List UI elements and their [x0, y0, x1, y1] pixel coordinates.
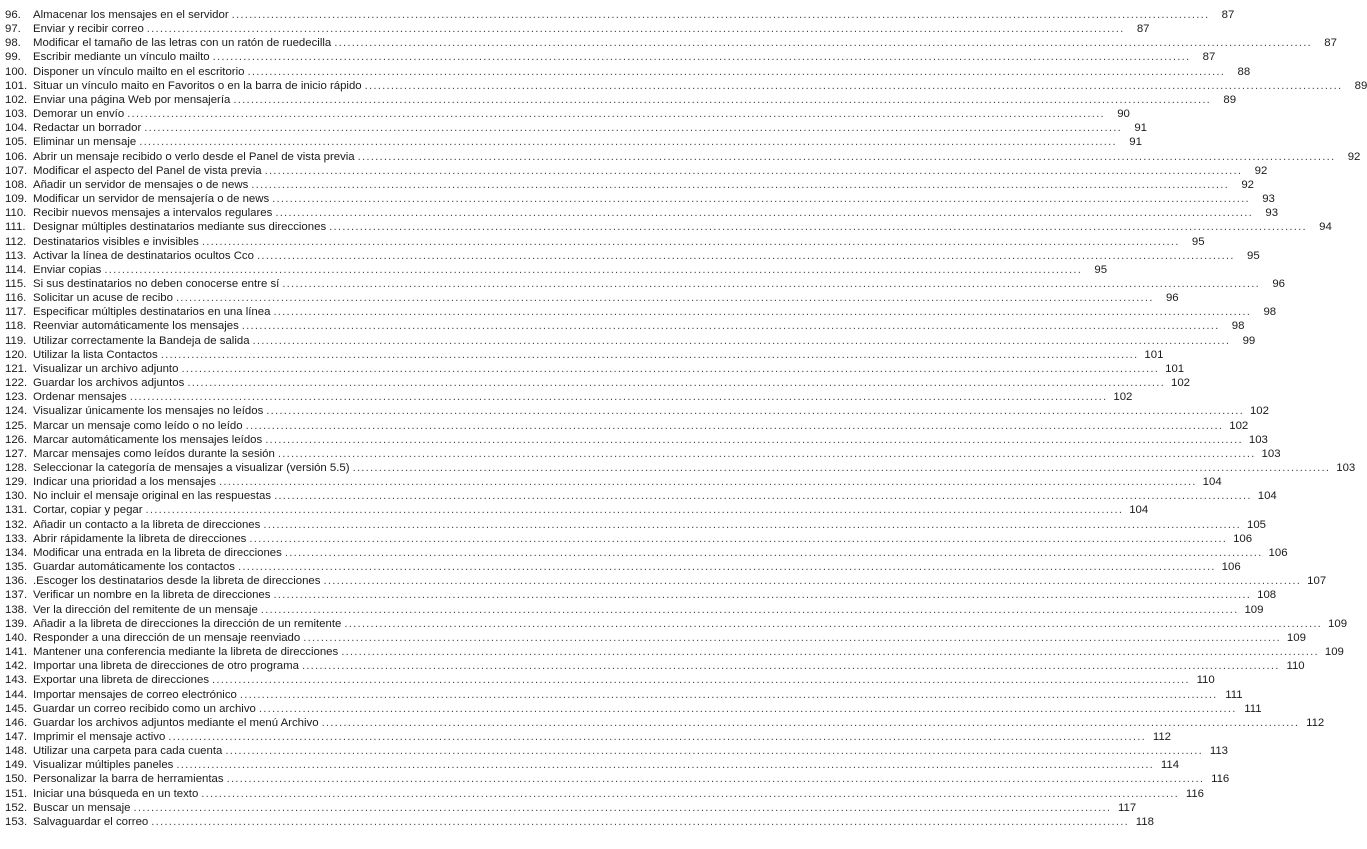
toc-entry: [5, 362, 1185, 376]
dot-leader: [176, 758, 1154, 772]
toc-entry-page: 102: [1113, 391, 1133, 404]
toc-entry-page: 118: [1135, 815, 1154, 828]
toc-entry: [5, 815, 1154, 829]
toc-entry-number: 125.: [5, 419, 28, 432]
toc-entry-page: 106: [1233, 532, 1253, 545]
dot-leader: [139, 135, 1117, 149]
toc-entry-page: 96: [1165, 292, 1179, 305]
toc-entry-page: 117: [1118, 801, 1137, 814]
dot-leader: [225, 744, 1203, 758]
toc-entry-page: 89: [1354, 79, 1367, 92]
toc-entry: [5, 376, 1191, 390]
toc-entry-number: 103.: [5, 108, 28, 121]
dot-leader: [147, 22, 1125, 36]
toc-entry-title: Situar un vínculo maito en Favoritos o en la barra de inicio rápido: [33, 79, 362, 92]
toc-entry-title: Personalizar la barra de herramientas: [33, 773, 224, 786]
dot-leader: [285, 546, 1263, 560]
toc-entry-number: 146.: [5, 716, 28, 729]
dot-leader: [365, 79, 1343, 93]
toc-entry-number: 109.: [5, 193, 28, 206]
dot-leader: [302, 659, 1280, 673]
toc-entry: [5, 716, 1325, 730]
toc-entry-page: 101: [1165, 362, 1185, 375]
toc-entry: [5, 235, 1205, 249]
toc-entry-title: Destinatarios visibles e invisibles: [33, 235, 199, 248]
toc-entry-title: Marcar mensajes como leídos durante la sesión: [33, 447, 275, 460]
toc-entry-number: 97.: [5, 23, 21, 36]
toc-entry-title: Demorar un envío: [33, 108, 125, 121]
toc-entry-page: 112: [1152, 730, 1171, 743]
dot-leader: [341, 645, 1319, 659]
toc-entry-number: 151.: [5, 787, 28, 800]
toc-entry-number: 148.: [5, 745, 28, 758]
toc-entry-page: 103: [1336, 462, 1356, 474]
toc-entry-page: 113: [1209, 745, 1229, 758]
dot-leader: [146, 503, 1124, 517]
toc-entry-number: 112.: [5, 235, 27, 248]
toc-entry-title: Guardar automáticamente los contactos: [33, 561, 235, 574]
dot-leader: [329, 220, 1307, 234]
dot-leader: [263, 518, 1241, 532]
toc-entry: [5, 673, 1215, 687]
toc-entry-page: 114: [1160, 759, 1180, 772]
toc-entry-page: 98: [1263, 306, 1277, 319]
dot-leader: [266, 404, 1244, 418]
dot-leader: [134, 801, 1112, 815]
toc-entry-number: 105.: [5, 136, 28, 149]
toc-entry-title: Marcar automáticamente los mensajes leídos: [33, 433, 263, 446]
toc-entry-page: 104: [1257, 490, 1277, 503]
dot-leader: [272, 192, 1250, 206]
dot-leader: [187, 376, 1165, 390]
toc-entry-number: 132.: [5, 518, 28, 531]
toc-entry-page: 92: [1347, 150, 1361, 163]
toc-entry-number: 138.: [5, 603, 28, 616]
toc-entry-number: 143.: [5, 674, 28, 687]
toc-entry-number: 129.: [5, 476, 28, 489]
toc-entry-page: 87: [1324, 37, 1337, 50]
dot-leader: [202, 235, 1180, 249]
dot-leader: [181, 362, 1159, 376]
toc-entry-title: Enviar una página Web por mensajería: [33, 93, 231, 106]
dot-leader: [127, 107, 1105, 121]
toc-entry-page: 90: [1117, 108, 1130, 121]
toc-entry-title: Seleccionar la categoría de mensajes a visualizar (versión 5.5): [33, 462, 350, 474]
dot-leader: [273, 305, 1251, 319]
toc-entry-title: Redactar un borrador: [33, 122, 142, 135]
toc-entry-number: 99.: [5, 51, 21, 64]
dot-leader: [253, 334, 1231, 348]
toc-entry-page: 99: [1242, 334, 1256, 347]
toc-entry: [5, 93, 1237, 107]
toc-entry: [5, 107, 1130, 121]
toc-entry-title: Modificar el aspecto del Panel de vista previa: [33, 164, 262, 177]
toc-entry-number: 142.: [5, 660, 28, 673]
dot-leader: [247, 65, 1225, 79]
toc-entry: [5, 390, 1133, 404]
toc-entry: [5, 489, 1277, 503]
toc-entry-page: 110: [1196, 674, 1215, 687]
dot-leader: [303, 631, 1281, 645]
toc-entry-number: 150.: [5, 773, 28, 786]
toc-entry-title: Imprimir el mensaje activo: [33, 730, 166, 743]
toc-entry-title: Añadir un servidor de mensajes o de news: [33, 178, 249, 191]
toc-entry-page: 106: [1221, 561, 1241, 574]
toc-entry: [5, 135, 1142, 149]
toc-entry-title: Responder a una dirección de un mensaje reenviado: [33, 631, 301, 644]
toc-entry: [5, 801, 1137, 815]
toc-entry-page: 105: [1247, 518, 1267, 531]
toc-entry-title: Guardar los archivos adjuntos: [33, 377, 185, 390]
toc-entry-page: 109: [1328, 617, 1348, 630]
toc-entry-title: Ordenar mensajes: [33, 391, 127, 404]
toc-entry-title: Visualizar múltiples paneles: [33, 759, 174, 772]
toc-entry: [5, 192, 1275, 206]
toc-entry: [5, 8, 1235, 22]
toc-entry: [5, 772, 1230, 786]
toc-entry: [5, 744, 1229, 758]
toc-entry-title: Importar mensajes de correo electrónico: [33, 688, 237, 701]
toc-entry-number: 121.: [5, 362, 28, 375]
toc-entry: [5, 574, 1327, 588]
toc-entry-title: Ver la dirección del remitente de un mensaje: [33, 603, 258, 616]
dot-leader: [259, 702, 1237, 716]
toc-entry-title: Utilizar correctamente la Bandeja de salida: [33, 334, 250, 347]
dot-leader: [219, 475, 1197, 489]
toc-entry-page: 109: [1244, 603, 1264, 616]
toc-entry: [5, 787, 1204, 801]
toc-entry-number: 145.: [5, 702, 28, 715]
toc-entry-page: 103: [1248, 433, 1268, 446]
toc-entry-page: 92: [1254, 164, 1268, 177]
toc-entry: [5, 404, 1269, 418]
toc-entry-title: Abrir un mensaje recibido o verlo desde el Panel de vista previa: [33, 150, 355, 163]
dot-leader: [130, 390, 1108, 404]
toc-entry-page: 93: [1262, 193, 1275, 206]
toc-entry: [5, 291, 1179, 305]
toc-entry-title: .Escoger los destinatarios desde la libreta de direcciones: [33, 575, 321, 588]
dot-leader: [249, 532, 1227, 546]
toc-entry-number: 130.: [5, 490, 28, 503]
toc-entry-page: 102: [1229, 419, 1249, 432]
toc-entry-number: 108.: [5, 178, 28, 191]
dot-leader: [161, 348, 1139, 362]
toc-entry-number: 117.: [5, 306, 27, 319]
dot-leader: [274, 489, 1252, 503]
toc-entry-page: 106: [1268, 546, 1288, 559]
toc-entry-page: 87: [1136, 23, 1150, 36]
toc-entry-title: Abrir rápidamente la libreta de direcciones: [33, 532, 247, 545]
toc-entry-number: 115.: [5, 277, 27, 290]
toc-entry-title: Salvaguardar el correo: [33, 815, 149, 828]
toc-entry-number: 141.: [5, 646, 28, 659]
toc-entry-title: Especificar múltiples destinatarios en una línea: [33, 306, 271, 319]
toc-entry: [5, 65, 1251, 79]
toc-entry-title: Modificar el tamaño de las letras con un ratón de ruedecilla: [33, 37, 332, 50]
dot-leader: [257, 249, 1235, 263]
toc-entry-number: 118.: [5, 320, 27, 333]
toc-entry: [5, 150, 1361, 164]
toc-entry-title: Visualizar únicamente los mensajes no leídos: [33, 405, 264, 418]
toc-entry-title: Recibir nuevos mensajes a intervalos regulares: [33, 207, 273, 220]
toc-entry: [5, 50, 1216, 64]
toc-entry: [5, 164, 1268, 178]
toc-entry-number: 104.: [5, 122, 28, 135]
toc-entry-number: 98.: [5, 37, 21, 50]
dot-leader: [144, 121, 1122, 135]
dot-leader: [261, 603, 1239, 617]
toc-entry-number: 127.: [5, 447, 28, 460]
dot-leader: [232, 8, 1210, 22]
toc-entry: [5, 22, 1150, 36]
toc-entry-title: Verificar un nombre en la libreta de direcciones: [33, 589, 271, 602]
toc-entry: [5, 503, 1149, 517]
toc-entry-number: 149.: [5, 759, 28, 772]
toc-entry: [5, 433, 1268, 447]
toc-entry-number: 100.: [5, 65, 28, 78]
toc-entry-page: 96: [1272, 277, 1286, 290]
toc-entry-number: 137.: [5, 589, 28, 602]
toc-entry-title: Guardar los archivos adjuntos mediante el menú Archivo: [33, 716, 319, 729]
toc-entry-title: Disponer un vínculo mailto en el escritorio: [33, 65, 245, 78]
toc-entry-page: 94: [1319, 221, 1332, 234]
toc-entry: [5, 334, 1256, 348]
dot-leader: [358, 150, 1336, 164]
toc-entry-title: Importar una libreta de direcciones de otro programa: [33, 660, 299, 673]
dot-leader: [251, 178, 1229, 192]
toc-entry-page: 108: [1257, 589, 1277, 602]
toc-entry-title: Activar la línea de destinatarios ocultos Cco: [33, 249, 254, 262]
toc-entry: [5, 631, 1306, 645]
dot-leader: [273, 588, 1251, 602]
toc-entry-title: Buscar un mensaje: [33, 801, 131, 814]
dot-leader: [168, 730, 1146, 744]
toc-entry-page: 93: [1265, 207, 1279, 220]
toc-entry-number: 153.: [5, 815, 28, 828]
toc-entry-number: 110.: [5, 207, 27, 220]
toc-entry-page: 109: [1286, 631, 1306, 644]
toc-entry: [5, 603, 1264, 617]
toc-entry: [5, 206, 1279, 220]
dot-leader: [344, 617, 1322, 631]
toc-entry-title: Designar múltiples destinatarios mediante sus direcciones: [33, 221, 327, 234]
dot-leader: [323, 574, 1301, 588]
toc-entry-page: 87: [1221, 9, 1235, 21]
toc-entry-number: 96.: [5, 9, 21, 21]
toc-entry-page: 104: [1129, 504, 1149, 517]
toc-entry-number: 133.: [5, 532, 28, 545]
toc-entry-title: Mantener una conferencia mediante la libreta de direcciones: [33, 646, 339, 659]
dot-leader: [213, 50, 1191, 64]
toc-entry-number: 152.: [5, 801, 28, 814]
dot-leader: [246, 419, 1224, 433]
toc-entry-page: 104: [1202, 476, 1222, 489]
toc-entry: [5, 36, 1337, 50]
toc-entry-page: 116: [1211, 773, 1230, 786]
toc-entry-title: Reenviar automáticamente los mensajes: [33, 320, 239, 333]
toc-entry-number: 116.: [5, 292, 27, 305]
toc-entry: [5, 447, 1281, 461]
toc-entry: [5, 560, 1241, 574]
toc-entry-number: 101.: [5, 79, 28, 92]
toc-entry: [5, 518, 1267, 532]
toc-entry-page: 95: [1191, 235, 1205, 248]
toc-entry-title: Añadir a la libreta de direcciones la dirección de un remitente: [33, 617, 342, 630]
toc-entry: [5, 645, 1344, 659]
toc-entry: [5, 249, 1260, 263]
toc-entry-page: 95: [1094, 263, 1108, 276]
toc-entry-number: 124.: [5, 405, 28, 418]
toc-entry-number: 122.: [5, 377, 28, 390]
toc-entry-page: 92: [1241, 178, 1254, 191]
toc-entry-title: Escribir mediante un vínculo mailto: [33, 51, 210, 64]
dot-leader: [334, 36, 1312, 50]
toc-entry: [5, 702, 1262, 716]
toc-entry-number: 135.: [5, 561, 28, 574]
toc-entry-title: No incluir el mensaje original en las respuestas: [33, 490, 272, 503]
toc-entry-title: Almacenar los mensajes en el servidor: [33, 9, 229, 21]
toc-entry-title: Guardar un correo recibido como un archivo: [33, 702, 256, 715]
toc-entry-page: 102: [1171, 377, 1191, 390]
toc-entry: [5, 319, 1245, 333]
toc-entry-number: 134.: [5, 546, 28, 559]
toc-entry-title: Enviar y recibir correo: [33, 23, 144, 36]
toc-entry: [5, 688, 1243, 702]
toc-entry-number: 102.: [5, 93, 28, 106]
toc-entry-page: 112: [1306, 716, 1325, 729]
dot-leader: [240, 688, 1218, 702]
toc-entry-number: 136.: [5, 575, 28, 588]
toc-entry-title: Exportar una libreta de direcciones: [33, 674, 210, 687]
toc-entry: [5, 758, 1180, 772]
toc-entry-title: Añadir un contacto a la libreta de direcciones: [33, 518, 261, 531]
toc-entry: [5, 277, 1286, 291]
dot-leader: [265, 164, 1243, 178]
toc-entry-title: Iniciar una búsqueda en un texto: [33, 787, 199, 800]
dot-leader: [242, 319, 1220, 333]
dot-leader: [265, 433, 1243, 447]
dot-leader: [201, 787, 1179, 801]
toc-entry-page: 102: [1249, 405, 1269, 418]
toc-entry-page: 111: [1225, 688, 1243, 701]
toc-entry: [5, 79, 1367, 93]
toc-entry-title: Si sus destinatarios no deben conocerse entre sí: [33, 277, 280, 290]
toc-entry: [5, 263, 1108, 277]
toc-entry: [5, 220, 1332, 234]
toc-entry-number: 107.: [5, 164, 28, 177]
toc-entry-title: Eliminar un mensaje: [33, 136, 137, 149]
toc-entry-number: 114.: [5, 263, 27, 276]
toc-entry: [5, 588, 1277, 602]
toc-entry-number: 111.: [5, 221, 26, 234]
toc-entry-number: 126.: [5, 433, 28, 446]
toc-entry: [5, 475, 1222, 489]
toc-entry-page: 103: [1261, 447, 1281, 460]
toc-entry-title: Marcar un mensaje como leído o no leído: [33, 419, 243, 432]
toc-entry-page: 111: [1244, 702, 1262, 715]
toc-entry-title: Enviar copias: [33, 263, 102, 276]
dot-leader: [151, 815, 1129, 829]
dot-leader: [282, 277, 1260, 291]
dot-leader: [275, 206, 1253, 220]
toc-entry: [5, 617, 1348, 631]
toc-entry-page: 116: [1185, 787, 1204, 800]
toc-entry-page: 101: [1144, 348, 1164, 361]
toc-entry-number: 139.: [5, 617, 28, 630]
toc-entry: [5, 419, 1249, 433]
toc-entry-number: 144.: [5, 688, 28, 701]
toc-entry-title: Cortar, copiar y pegar: [33, 504, 143, 517]
dot-leader: [353, 461, 1331, 475]
dot-leader: [238, 560, 1216, 574]
toc-entry-page: 89: [1223, 93, 1237, 106]
toc-entry: [5, 348, 1164, 362]
dot-leader: [104, 263, 1082, 277]
toc-entry-number: 140.: [5, 631, 28, 644]
toc-entry: [5, 305, 1277, 319]
toc-entry-page: 98: [1231, 320, 1245, 333]
dot-leader: [212, 673, 1190, 687]
toc-entry-title: Utilizar una carpeta para cada cuenta: [33, 745, 223, 758]
toc-entry: [5, 546, 1288, 560]
toc-entry-number: 120.: [5, 348, 28, 361]
toc-entry-title: Indicar una prioridad a los mensajes: [33, 476, 216, 489]
toc-entry: [5, 659, 1305, 673]
toc-entry-number: 113.: [5, 249, 27, 262]
toc-entry-page: 87: [1202, 51, 1216, 64]
toc-entry-page: 110: [1286, 660, 1305, 673]
toc-entry-title: Modificar un servidor de mensajería o de news: [33, 193, 270, 206]
toc-entry-title: Utilizar la lista Contactos: [33, 348, 158, 361]
toc-entry-title: Solicitar un acuse de recibo: [33, 292, 173, 305]
toc-entry: [5, 178, 1254, 192]
toc-entry-number: 128.: [5, 462, 28, 474]
toc-entry-page: 107: [1307, 575, 1327, 588]
toc-entry-title: Modificar una entrada en la libreta de direcciones: [33, 546, 282, 559]
toc-entry-number: 119.: [5, 334, 27, 347]
dot-leader: [176, 291, 1154, 305]
toc-entry-number: 147.: [5, 730, 28, 743]
dot-leader: [278, 447, 1256, 461]
toc-entry-number: 106.: [5, 150, 28, 163]
toc-entry-page: 109: [1324, 646, 1344, 659]
toc-entry-page: 88: [1237, 65, 1251, 78]
toc-entry-page: 95: [1247, 249, 1260, 262]
toc-entry: [5, 461, 1356, 475]
toc-entry: [5, 730, 1171, 744]
table-of-contents: [5, 8, 1367, 829]
dot-leader: [233, 93, 1211, 107]
dot-leader: [322, 716, 1300, 730]
toc-entry-number: 131.: [5, 504, 28, 517]
toc-entry: [5, 121, 1147, 135]
dot-leader: [227, 772, 1205, 786]
toc-entry-page: 91: [1134, 122, 1147, 135]
toc-entry-number: 123.: [5, 391, 28, 404]
toc-entry-page: 91: [1129, 136, 1142, 149]
toc-entry-title: Visualizar un archivo adjunto: [33, 362, 179, 375]
toc-entry: [5, 532, 1253, 546]
